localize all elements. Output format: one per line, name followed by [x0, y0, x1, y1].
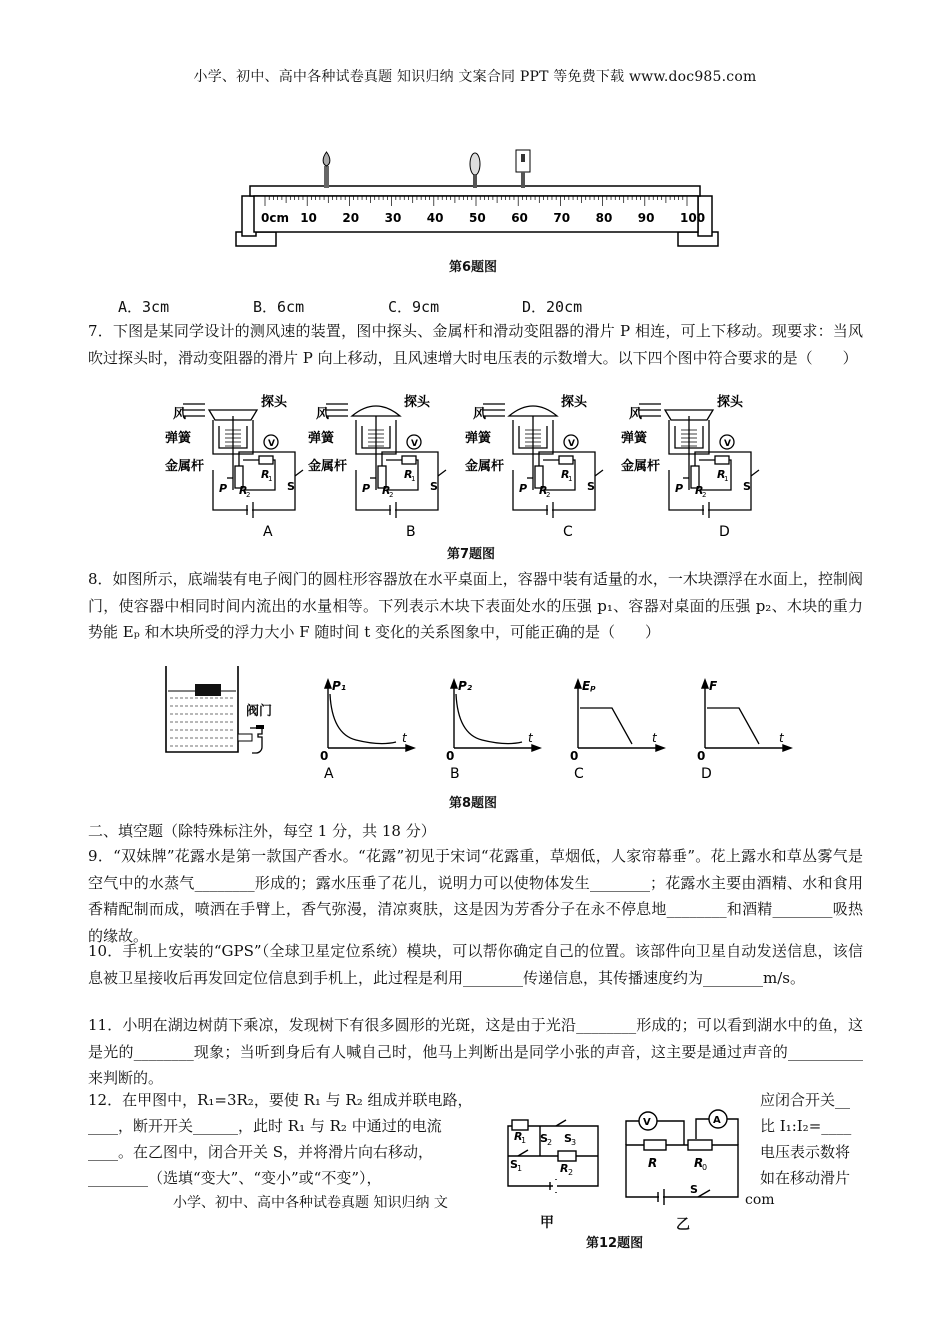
svg-text:1: 1 — [521, 1136, 527, 1145]
svg-text:P: P — [675, 482, 684, 495]
q12-line-1: 12．在甲图中，R₁=3R₂，要使 R₁ 与 R₂ 组成并联电路， — [88, 1091, 473, 1109]
q6-caption: 第6题图 — [449, 260, 498, 275]
ruler-tick-label: 100 — [680, 211, 706, 225]
page-footer-left: 小学、初中、高中各种试卷真题 知识归纳 文 — [173, 1195, 448, 1211]
wind-label: 风 — [316, 407, 330, 422]
svg-text:V: V — [568, 439, 575, 449]
probe-label: 探头 — [261, 395, 288, 410]
optical-bench-figure — [232, 148, 722, 253]
svg-text:2: 2 — [389, 491, 394, 499]
ruler-tick-label: 70 — [553, 211, 571, 225]
svg-text:R: R — [694, 1156, 704, 1170]
screen — [516, 150, 530, 188]
svg-text:R: R — [404, 468, 413, 481]
q7-caption: 第7题图 — [447, 547, 496, 562]
q8-option-label: C — [574, 766, 584, 782]
graph-curve — [330, 694, 396, 744]
q7-figure-b — [308, 390, 468, 540]
spring-label: 弹簧 — [165, 431, 192, 446]
q12-caption: 第12题图 — [586, 1236, 644, 1251]
svg-text:S: S — [510, 1158, 518, 1171]
q8-option-label: D — [701, 766, 712, 782]
svg-text:V: V — [268, 439, 275, 449]
probe-label: 探头 — [717, 395, 744, 410]
graph-curve — [707, 708, 759, 744]
wind-label: 风 — [473, 407, 487, 422]
svg-text:P: P — [362, 482, 371, 495]
svg-text:R: R — [648, 1156, 658, 1170]
svg-text:S: S — [564, 1132, 572, 1145]
q8-text: 8．如图所示，底端装有电子阀门的圆柱形容器放在水平桌面上，容器中装有适量的水，一木块漂浮在水面上，控制阀门，使容器中相同时间内流出的水量相等。下列表示木块下表面处水的压强 p₁、容器对桌面的压强 p₂、木块的重力势能 Eₚ 和木块所受的浮力大小 F 随时间 t 变化的关系图象中，可能正确的是（ ） — [88, 570, 863, 641]
q12-line-2: ____，断开开关______，此时 R₁ 与 R₂ 中通过的电流 — [88, 1117, 442, 1135]
svg-text:S: S — [540, 1132, 548, 1145]
svg-text:V: V — [411, 439, 418, 449]
q6-option-d: D．20cm — [522, 298, 583, 316]
q8-graph-c — [566, 676, 666, 786]
rod-label: 金属杆 — [465, 459, 505, 474]
ruler-tick-label: 30 — [384, 211, 402, 225]
q12-line-4: ________（选填“变大”、“变小”或“不变”）， — [88, 1169, 382, 1187]
q6-option-b: B．6cm — [253, 298, 305, 316]
ruler-tick-label: 80 — [595, 211, 613, 225]
rod-label: 金属杆 — [165, 459, 205, 474]
rod-label: 金属杆 — [621, 459, 661, 474]
svg-text:P: P — [519, 482, 528, 495]
svg-text:1: 1 — [517, 1164, 523, 1173]
svg-text:A: A — [713, 1115, 721, 1126]
q8-graph-a — [316, 676, 416, 786]
svg-text:t: t — [779, 731, 784, 745]
q7-figure-a — [165, 390, 325, 540]
svg-text:0: 0 — [570, 749, 579, 763]
q7-option-label: B — [406, 524, 416, 540]
q11-text: 11．小明在湖边树荫下乘凉，发现树下有很多圆形的光斑，这是由于光沿________形成的；可以看到湖水中的鱼，这是光的________现象；当听到身后有人喊自己时，他马上判断出是同学小张的声音，这主要是通过声音的__________来判断的。 — [88, 1016, 863, 1087]
section-2-title: 二、填空题（除特殊标注外，每空 1 分，共 18 分） — [88, 822, 436, 840]
circuit-jia — [494, 1108, 614, 1208]
ruler-tick-label: 50 — [469, 211, 486, 225]
svg-text:R: R — [695, 484, 704, 497]
svg-text:1: 1 — [268, 475, 273, 483]
q7-figure-c — [465, 390, 625, 540]
svg-text:2: 2 — [547, 1138, 553, 1147]
rod-label: 金属杆 — [308, 459, 348, 474]
page-footer-right: com — [745, 1192, 775, 1208]
q7-figure-d — [621, 390, 781, 540]
q6-option-a: A．3cm — [118, 298, 170, 316]
wind-label: 风 — [173, 407, 187, 422]
valve-label: 阀门 — [246, 704, 273, 719]
svg-text:V: V — [643, 1117, 651, 1128]
q8-graph-b — [442, 676, 542, 786]
spring-label: 弹簧 — [465, 431, 492, 446]
q6-option-c: C．9cm — [388, 298, 440, 316]
q12-line-3: ____。在乙图中，闭合开关 S，并将滑片向右移动， — [88, 1143, 434, 1161]
svg-text:R: R — [539, 484, 548, 497]
spring-label: 弹簧 — [621, 431, 648, 446]
q7-option-label: D — [719, 524, 730, 540]
svg-text:2: 2 — [546, 491, 551, 499]
q12-right-4: 如在移动滑片 — [760, 1169, 851, 1187]
svg-text:S: S — [430, 480, 438, 493]
ruler-tick-label: 0cm — [261, 211, 289, 225]
graph-y-label: P₂ — [458, 679, 473, 693]
svg-text:0: 0 — [697, 749, 706, 763]
svg-text:t: t — [402, 731, 407, 745]
svg-text:t: t — [652, 731, 657, 745]
ruler-tick-label: 10 — [300, 211, 317, 225]
svg-text:2: 2 — [246, 491, 251, 499]
ruler-tick-label: 90 — [637, 211, 655, 225]
svg-text:1: 1 — [568, 475, 573, 483]
svg-text:3: 3 — [571, 1138, 577, 1147]
candle — [323, 152, 330, 188]
q12-right-1: 应闭合开关__ — [760, 1091, 851, 1109]
ruler-tick-label: 40 — [426, 211, 444, 225]
svg-text:P: P — [219, 482, 228, 495]
svg-text:2: 2 — [702, 491, 707, 499]
svg-text:R: R — [261, 468, 270, 481]
q10-text: 10．手机上安装的“GPS”（全球卫星定位系统）模块，可以帮你确定自己的位置。该部件向卫星自动发送信息，该信息被卫星接收后再发回定位信息到手机上，此过程是利用________传递信息，其传播速度约为________m/s。 — [88, 942, 863, 987]
q7-option-label: C — [563, 524, 573, 540]
q7-text: 7．下图是某同学设计的测风速的装置，图中探头、金属杆和滑动变阻器的滑片 P 相连，可上下移动。现要求：当风吹过探头时，滑动变阻器的滑片 P 向上移动，且风速增大时电压表的示数增大。以下四个图中符合要求的是（ ） — [88, 322, 863, 367]
q12-right-3: 电压表示数将 — [760, 1143, 851, 1161]
svg-text:R: R — [239, 484, 248, 497]
graph-curve — [580, 708, 632, 744]
circuit-yi-label: 乙 — [676, 1217, 690, 1233]
q8-option-label: A — [324, 766, 334, 782]
svg-text:0: 0 — [320, 749, 329, 763]
svg-text:1: 1 — [724, 475, 729, 483]
circuit-yi — [618, 1105, 748, 1210]
q8-option-label: B — [450, 766, 460, 782]
svg-text:R: R — [382, 484, 391, 497]
svg-text:1: 1 — [411, 475, 416, 483]
svg-text:R: R — [560, 1162, 569, 1175]
svg-text:S: S — [587, 480, 595, 493]
q9-text: 9．“双妹牌”花露水是第一款国产香水。“花露”初见于宋词“花露重，草烟低，人家帘幕垂”。花上露水和草丛雾气是空气中的水蒸气________形成的；露水压垂了花儿，说明力可以使物体发生________；花露水主要由酒精、水和食用香精配制而成，喷洒在手臂上，香气弥漫，清凉爽肤，这是因为芳香分子在永不停息地________和酒精________吸热的缘故。 — [88, 847, 863, 945]
svg-text:0: 0 — [702, 1163, 708, 1172]
svg-text:R: R — [514, 1130, 523, 1143]
page-header: 小学、初中、高中各种试卷真题 知识归纳 文案合同 PPT 等免费下载 www.doc985.com — [193, 69, 757, 85]
q12-right-2: 比 I₁:I₂=____ — [760, 1117, 852, 1135]
wind-label: 风 — [629, 407, 643, 422]
graph-y-label: Eₚ — [582, 679, 596, 693]
svg-text:0: 0 — [446, 749, 455, 763]
graph-y-label: F — [709, 679, 718, 693]
probe-label: 探头 — [561, 395, 588, 410]
svg-text:S: S — [287, 480, 295, 493]
svg-text:R: R — [561, 468, 570, 481]
q7-option-label: A — [263, 524, 273, 540]
q8-caption: 第8题图 — [449, 796, 498, 811]
lens — [470, 153, 480, 188]
spring-label: 弹簧 — [308, 431, 335, 446]
graph-y-label: P₁ — [332, 679, 347, 693]
svg-text:V: V — [724, 439, 731, 449]
probe-label: 探头 — [404, 395, 431, 410]
circuit-jia-label: 甲 — [540, 1215, 554, 1231]
svg-text:S: S — [743, 480, 751, 493]
svg-text:R: R — [717, 468, 726, 481]
ruler-tick-label: 20 — [342, 211, 360, 225]
q8-graph-d — [693, 676, 793, 786]
graph-curve — [456, 694, 522, 744]
svg-text:S: S — [690, 1183, 698, 1196]
svg-text:2: 2 — [568, 1168, 574, 1177]
ruler-tick-label: 60 — [511, 211, 528, 225]
svg-text:t: t — [528, 731, 533, 745]
